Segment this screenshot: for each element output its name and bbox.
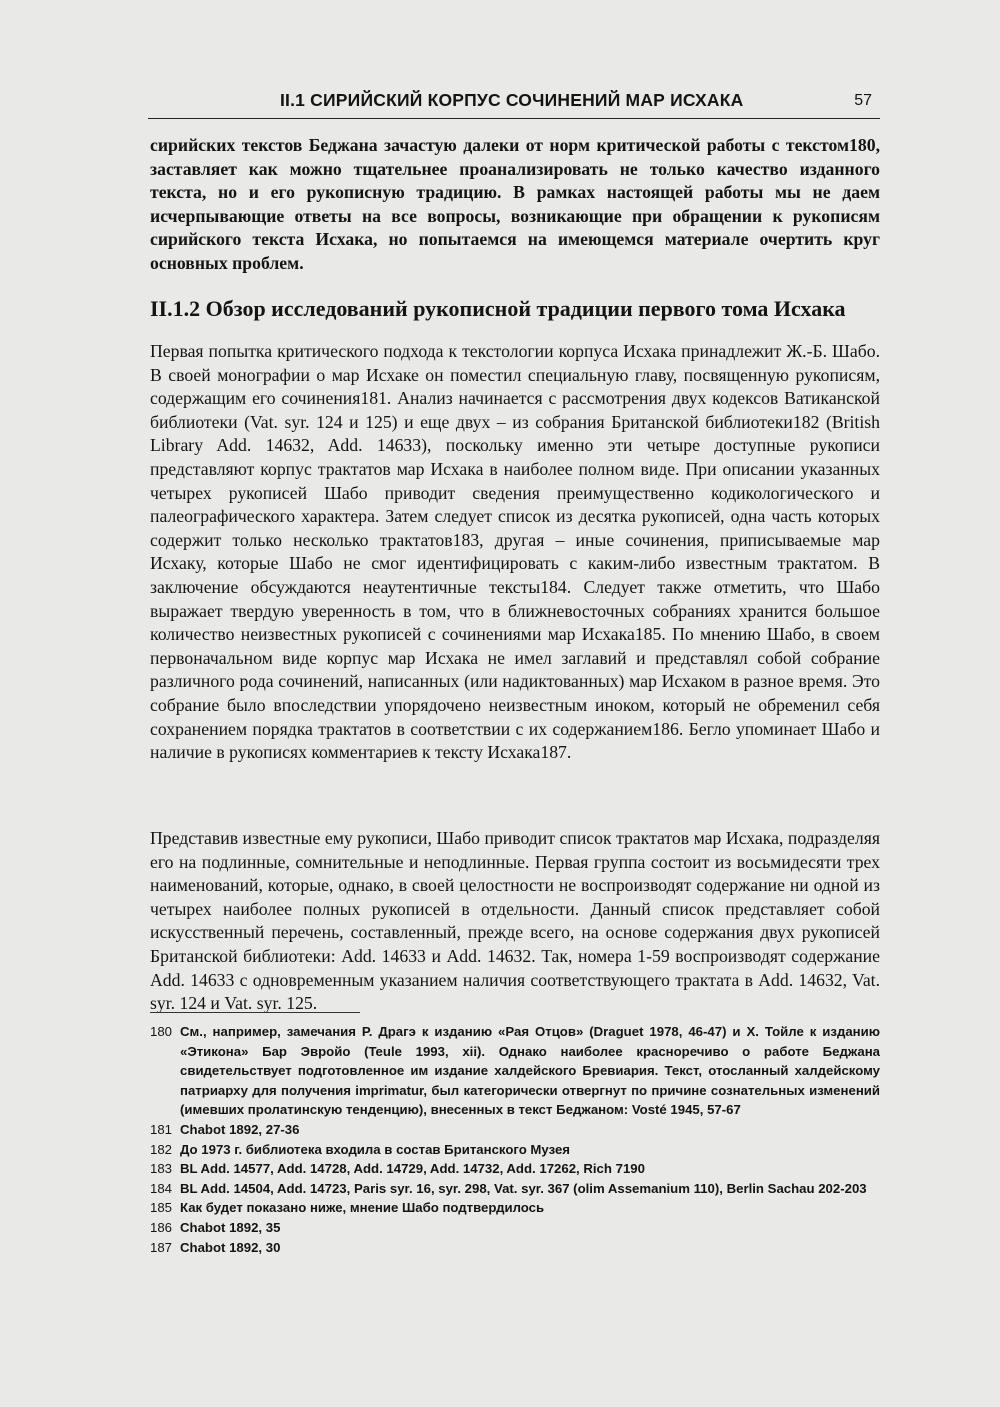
intro-paragraph <box>150 134 880 276</box>
footnote <box>150 1120 880 1140</box>
footnote-divider <box>150 1012 360 1013</box>
footnote-text: См., например, замечания Р. Драгэ к изданию «Рая Отцов» (Draguet 1978, 46-47) и Х. Тойле к изданию «Этикона» Бар Эвройо (Teule 1993, xii). Однако наиболее красноречиво о работе Беджана свидетельствует подготовленное им издание халдейского Бревиария. Текст, отосланный халдейскому патриарху для получения imprimatur, был категорически отвергнут по причине сознательных изменений (имевших пролатинскую тенденцию), внесенных в текст Беджаном: Vosté 1945, 57-67 <box>180 1024 880 1118</box>
footnote-text: BL Add. 14577, Add. 14728, Add. 14729, Add. 14732, Add. 17262, Rich 7190 <box>180 1161 645 1177</box>
footnote-text: Chabot 1892, 27-36 <box>180 1121 300 1137</box>
footnote-number: 187 <box>150 1239 173 1255</box>
footnote <box>150 1140 880 1160</box>
footnote-text: Как будет показано ниже, мнение Шабо подтвердилось <box>180 1200 545 1216</box>
intro-paragraph-text: сирийских текстов Беджана зачастую далеки от норм критической работы с текстом180, заставляет как можно тщательнее проанализировать не только качество изданного текста, но и его рукописную традицию. В рамках настоящей работы мы не даем исчерпывающие ответы на все вопросы, возникающие при обращении к рукописям сирийского текста Исхака, но попытаемся на имеющемся материале очертить круг основных проблем. <box>150 135 880 273</box>
footnote-text: Chabot 1892, 30 <box>180 1239 281 1255</box>
footnote-number: 186 <box>150 1219 173 1235</box>
page-number: 57 <box>854 92 872 109</box>
paragraph-2 <box>150 340 880 765</box>
footnote <box>150 1179 880 1199</box>
footnote <box>150 1159 880 1179</box>
footnote-text: До 1973 г. библиотека входила в состав Британского Музея <box>180 1141 570 1157</box>
footnote-text: Chabot 1892, 35 <box>180 1219 281 1235</box>
footnote-number: 185 <box>150 1200 173 1216</box>
footnote <box>150 1022 880 1120</box>
footnote-number: 184 <box>150 1180 173 1196</box>
footnote-number: 180 <box>150 1024 173 1039</box>
running-header-title: II.1 СИРИЙСКИЙ КОРПУС СОЧИНЕНИЙ МАР ИСХАКА <box>280 90 744 110</box>
running-header <box>148 86 880 119</box>
paragraph-3-text: Представив известные ему рукописи, Шабо приводит список трактатов мар Исхака, подразделяя его на подлинные, сомнительные и неподлинные. Первая группа состоит из восьмидесяти трех наименований, которые, однако, в своей целостности не воспроизводят содержание ни одной из четырех наиболее полных рукописей в отдельности. Данный список представляет собой искусственный перечень, составленный, прежде всего, на основе содержания двух рукописей Британской библиотеки: Add. 14633 и Add. 14632. Так, номера 1-59 воспроизводят содержание Add. 14633 с одновременным указанием наличия соответствующего трактата в Add. 14632, Vat. syr. 124 и Vat. syr. 125. <box>150 828 880 1014</box>
footnote-number: 182 <box>150 1141 173 1157</box>
footnote-text: BL Add. 14504, Add. 14723, Paris syr. 16, syr. 298, Vat. syr. 367 (olim Assemanium 110), Berlin Sachau 202-203 <box>180 1180 867 1196</box>
footnote-number: 181 <box>150 1121 173 1137</box>
paragraph-2-text: Первая попытка критического подхода к текстологии корпуса Исхака принадлежит Ж.-Б. Шабо. В своей монографии о мар Исхаке он поместил специальную главу, посвященную рукописям, содержащим его сочинения181. Анализ начинается с рассмотрения двух кодексов Ватиканской библиотеки (Vat. syr. 124 и 125) и еще двух – из собрания Британской библиотеки182 (British Library Add. 14632, Add. 14633), поскольку именно эти четыре доступные рукописи представляют корпус трактатов мар Исхака в наиболее полном виде. При описании указанных четырех рукописей Шабо приводит сведения преимущественно кодикологического и палеографического характера. Затем следует список из десятка рукописей, одна часть которых содержит только несколько трактатов183, другая – иные сочинения, приписываемые мар Исхаку, которые Шабо не смог идентифицировать с каким-либо известным трактатом. В заключение обсуждаются неаутентичные тексты184. Следует также отметить, что Шабо выражает твердую уверенность в том, что в ближневосточных собраниях хранится большое количество неизвестных рукописей с сочинениями мар Исхака185. По мнению Шабо, в своем первоначальном виде корпус мар Исхака не имел заглавий и представлял собой собрание различного рода сочинений, написанных (или надиктованных) мар Исхаком в разное время. Это собрание было впоследствии упорядочено неизвестным иноком, который не обременил себя сохранением порядка трактатов в соответствии с их содержанием186. Бегло упоминает Шабо и наличие в рукописях комментариев к тексту Исхака187. <box>150 341 880 763</box>
footnote <box>150 1198 880 1218</box>
footnote-number: 183 <box>150 1161 173 1177</box>
footnotes <box>150 1022 880 1257</box>
footnote <box>150 1238 880 1258</box>
section-heading: II.1.2 Обзор исследований рукописной традиции первого тома Исхака <box>150 296 846 321</box>
paragraph-3 <box>150 827 880 1016</box>
footnote <box>150 1218 880 1238</box>
